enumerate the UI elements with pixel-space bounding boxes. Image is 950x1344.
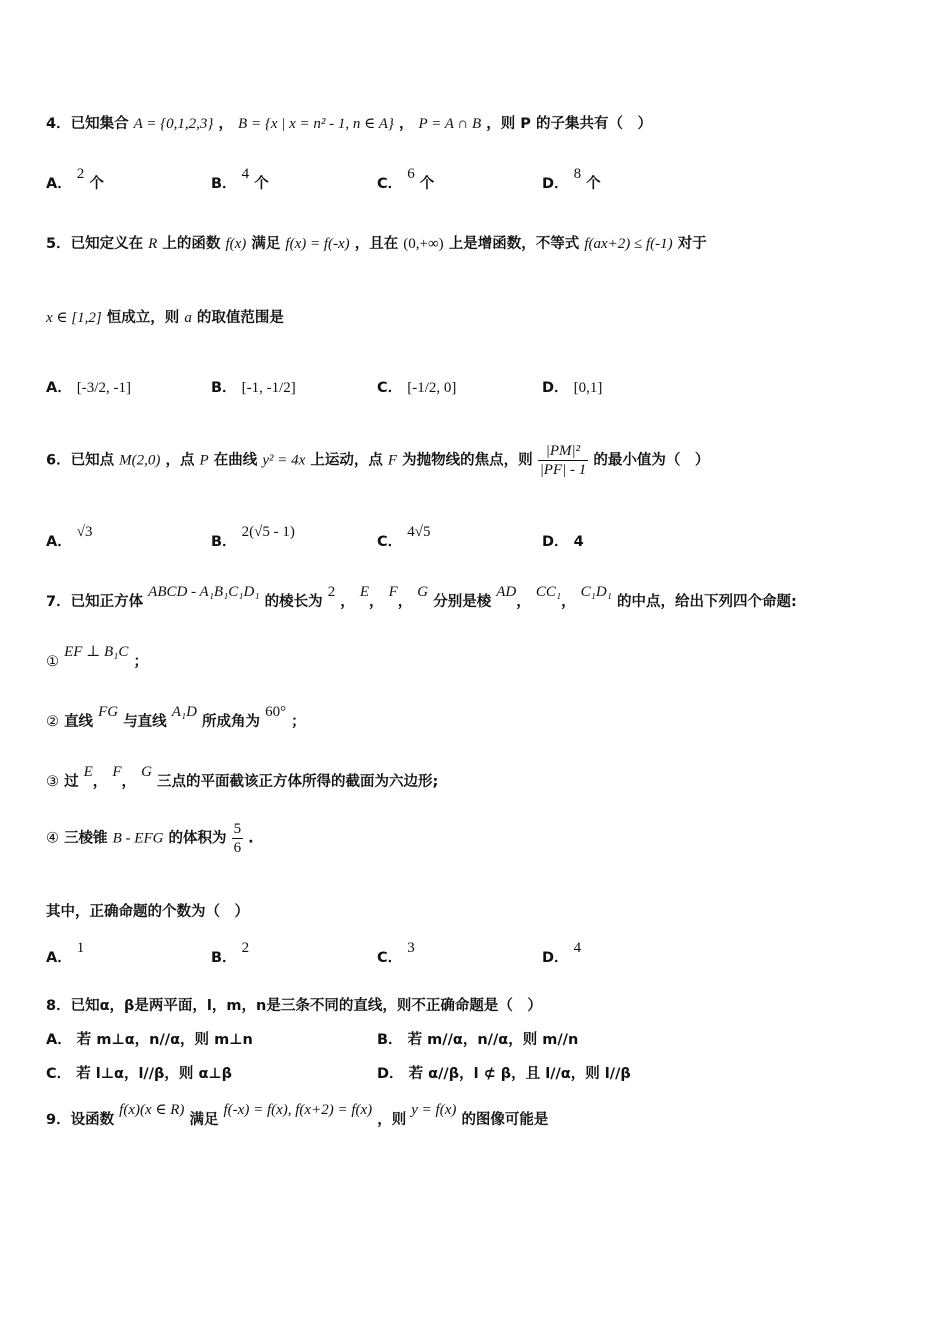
- q6-fraction-num: |PM|²: [538, 442, 589, 461]
- q6-curve: y² = 4x: [262, 452, 306, 469]
- q7-f: F: [388, 584, 398, 600]
- q8-option-c-label: C．: [46, 1066, 72, 1082]
- q8-stem: [46, 994, 542, 1015]
- q5-t5: 对于: [677, 236, 707, 252]
- q5-interval: (0,+∞): [403, 236, 444, 252]
- q7-s2-end: ；: [291, 714, 306, 730]
- q5-option-c-value: [-1/2, 0]: [407, 380, 457, 396]
- q8-option-d: [377, 1062, 631, 1083]
- q5-option-d: [542, 376, 602, 397]
- q4-option-a: [46, 166, 104, 193]
- q7-s2-fg: FG: [98, 704, 119, 720]
- q7-s2-mark: ②: [46, 714, 59, 730]
- q8-option-d-value: 若 α//β，l ⊄ β，且 l//α，则 l//β: [408, 1066, 631, 1082]
- q6-focus-f: F: [387, 452, 398, 469]
- q7-edge: 2: [327, 584, 336, 600]
- q4-tail: ，则 P 的子集共有（ ）: [486, 116, 652, 132]
- q7-s4-expr: B - EFG: [112, 830, 164, 847]
- q6-option-a: [46, 524, 93, 551]
- q7-s3-mark: ③: [46, 774, 59, 790]
- q5-stem: [46, 232, 707, 253]
- q7-option-a-label: A．: [46, 950, 72, 966]
- q7-s4-t1: 三棱锥: [64, 830, 108, 847]
- q5-option-a-value: [-3/2, -1]: [76, 380, 131, 396]
- q7-s4-t2: 的体积为: [168, 830, 227, 847]
- q8-option-c-value: 若 l⊥α，l//β，则 α⊥β: [76, 1066, 233, 1082]
- q5-line2-end: 的取值范围是: [196, 310, 284, 326]
- q4-set-a: A = {0,1,2,3}: [133, 116, 214, 132]
- q9-t3: 的图像可能是: [461, 1112, 549, 1128]
- q9-cond: f(-x) = f(x), f(x+2) = f(x): [223, 1102, 373, 1118]
- q7-statement-1: [46, 644, 148, 671]
- q5-line2-t: 恒成立，则: [106, 310, 180, 326]
- q6-lead: 6．已知点: [46, 452, 115, 469]
- q7-s3-t1: 过: [64, 774, 79, 790]
- q8-option-d-label: D．: [377, 1066, 404, 1082]
- q5-t4: 上是增函数，不等式: [448, 236, 580, 252]
- q7-s1-expr: EF ⊥ B₁C: [64, 644, 129, 660]
- q7-ad: AD: [496, 584, 517, 600]
- q4-sep2: ，: [398, 116, 414, 132]
- q7-stem: 7．已知正方体 ABCD - A₁B₁C₁D₁ 的棱长为 2 ， E， F， G 分别是棱 AD， CC₁， C₁D₁ 的中点，给出下列四个命题:: [46, 584, 797, 610]
- q7-option-d-value: 4: [573, 940, 582, 956]
- q4-option-a-label: A．: [46, 176, 72, 192]
- q5-option-a-label: A．: [46, 380, 72, 396]
- q7-s2-angle: 60°: [265, 704, 287, 720]
- q4-option-b-value: 4: [241, 166, 250, 182]
- q4-option-d-value: 8: [573, 166, 582, 182]
- q7-s3-g: G: [141, 764, 152, 780]
- q7-s4-mark: ④: [46, 830, 59, 847]
- q6-t5: 的最小值为（ ）: [593, 452, 710, 469]
- q4-option-c-unit: 个: [419, 176, 435, 192]
- q7-s4-fraction: [232, 820, 244, 857]
- q7-t4: 的中点，给出下列四个命题:: [616, 594, 797, 610]
- q8-option-a: [46, 1028, 253, 1049]
- q9-stem: [46, 1102, 549, 1129]
- q6-option-d-value: 4: [573, 534, 584, 550]
- q5-option-c: [377, 376, 456, 397]
- q7-t3: 分别是棱: [433, 594, 492, 610]
- q7-statement-3: ③ 过 E， F， G 三点的平面截该正方体所得的截面为六边形;: [46, 764, 439, 790]
- q6-option-b: [211, 524, 295, 551]
- q7-option-a-value: 1: [76, 940, 85, 956]
- q7-statement-4: [46, 820, 254, 857]
- q7-t2: ，: [340, 594, 355, 610]
- q6-option-a-label: A．: [46, 534, 72, 550]
- q6-stem: [46, 442, 709, 479]
- q4-option-c-value: 6: [407, 166, 415, 182]
- q7-s3-end: 三点的平面截该正方体所得的截面为六边形;: [157, 774, 439, 790]
- q6-t3: 上运动，点: [310, 452, 383, 469]
- q4-sep1: ，: [218, 116, 233, 132]
- q9-fdef: f(x)(x ∈ R): [119, 1102, 185, 1118]
- q7-s1-end: ；: [133, 654, 148, 670]
- q4-stem: [46, 112, 652, 133]
- q4-option-a-value: 2: [76, 166, 85, 182]
- q5-r: R: [148, 236, 158, 252]
- q6-fraction: [538, 442, 589, 479]
- q4-set-p: P = A ∩ B: [418, 116, 482, 132]
- q7-option-c-label: C．: [377, 950, 403, 966]
- q8-option-a-value: 若 m⊥α，n//α，则 m⊥n: [76, 1032, 253, 1048]
- q7-s2-t3: 所成角为: [202, 714, 261, 730]
- q5-t1: 上的函数: [162, 236, 221, 252]
- q5-t2: 满足: [251, 236, 281, 252]
- q7-t1: 的棱长为: [264, 594, 323, 610]
- q6-option-b-label: B．: [211, 534, 237, 550]
- q6-fraction-den: |PF| - 1: [539, 462, 587, 478]
- q7-s1-mark: ①: [46, 654, 59, 670]
- q4-option-b: [211, 166, 269, 193]
- q4-set-b: B = {x | x = n² - 1, n ∈ A}: [238, 116, 394, 132]
- q6-option-d: [542, 530, 584, 551]
- q5-eq: f(x) = f(-x): [285, 236, 350, 252]
- q7-c1d1: C₁D₁: [580, 584, 612, 600]
- q6-t4: 为抛物线的焦点，则: [402, 452, 533, 469]
- q7-s3-f: F: [112, 764, 122, 780]
- q5-lead: 5．已知定义在: [46, 236, 144, 252]
- q9-t1: 满足: [189, 1112, 219, 1128]
- q4-option-d-label: D．: [542, 176, 569, 192]
- q5-option-b: [211, 376, 296, 397]
- q7-cc1: CC₁: [535, 584, 562, 600]
- q7-option-d: [542, 940, 582, 967]
- q7-s4-end: .: [248, 830, 254, 847]
- q7-statement-2: [46, 704, 306, 731]
- q7-s2-t2: 与直线: [123, 714, 167, 730]
- q7-option-c-value: 3: [407, 940, 415, 956]
- q4-option-c: [377, 166, 435, 193]
- q6-t1: ，点: [165, 452, 195, 469]
- q9-yf: y = f(x): [411, 1102, 457, 1118]
- q5-ineq: f(ax+2) ≤ f(-1): [584, 236, 673, 252]
- q4-option-b-unit: 个: [254, 176, 269, 192]
- q5-option-a: [46, 376, 131, 397]
- q6-point-p: P: [199, 452, 209, 469]
- q7-option-a: [46, 940, 85, 967]
- q7-s4-fraction-num: 5: [233, 821, 242, 837]
- q5-option-d-label: D．: [542, 380, 569, 396]
- q6-option-b-value: 2(√5 - 1): [241, 524, 295, 540]
- q7-e: E: [359, 584, 369, 600]
- q5-x-range: x ∈ [1,2]: [46, 310, 102, 326]
- q5-a: a: [184, 310, 192, 326]
- q8-option-c: [46, 1062, 232, 1083]
- q7-g: G: [417, 584, 429, 600]
- q4-option-d-unit: 个: [586, 176, 601, 192]
- q7-option-b-label: B．: [211, 950, 237, 966]
- q5-fx: f(x): [225, 236, 247, 252]
- q7-cube: ABCD - A₁B₁C₁D₁: [148, 584, 260, 600]
- q7-s3-e: E: [83, 764, 93, 780]
- q5-option-d-value: [0,1]: [573, 380, 603, 396]
- q5-option-c-label: C．: [377, 380, 403, 396]
- q8-option-b-value: 若 m//α，n//α，则 m//n: [407, 1032, 579, 1048]
- q4-lead: 4．已知集合: [46, 116, 129, 132]
- q8-option-b-label: B．: [377, 1032, 403, 1048]
- q7-s4-fraction-den: 6: [233, 840, 242, 856]
- q7-option-d-label: D．: [542, 950, 569, 966]
- q7-s2-t1: 直线: [64, 714, 94, 730]
- q9-t2: ，则: [377, 1112, 407, 1128]
- q4-option-a-unit: 个: [89, 176, 104, 192]
- q7-option-c: [377, 940, 415, 967]
- q6-option-c-label: C．: [377, 534, 403, 550]
- q5-stem-line2: [46, 306, 284, 327]
- q8-stem-text: 8．已知α，β是两平面，l，m，n是三条不同的直线，则不正确命题是（ ）: [46, 998, 542, 1014]
- q5-option-b-label: B．: [211, 380, 237, 396]
- q6-t2: 在曲线: [213, 452, 258, 469]
- q6-point-m: M(2,0): [119, 452, 161, 469]
- q6-option-c-value: 4√5: [407, 524, 431, 540]
- q4-option-b-label: B．: [211, 176, 237, 192]
- q5-option-b-value: [-1, -1/2]: [241, 380, 296, 396]
- q7-question-text: 其中，正确命题的个数为（ ）: [46, 904, 249, 920]
- q7-option-b: [211, 940, 250, 967]
- q6-option-d-label: D．: [542, 534, 569, 550]
- q4-option-c-label: C．: [377, 176, 403, 192]
- q6-option-a-value: √3: [76, 524, 93, 540]
- q7-lead: 7．已知正方体: [46, 594, 144, 610]
- q5-t3: ，且在: [354, 236, 399, 252]
- q8-option-a-label: A．: [46, 1032, 72, 1048]
- q6-option-c: [377, 524, 431, 551]
- q9-lead: 9．设函数: [46, 1112, 115, 1128]
- q4-option-d: [542, 166, 601, 193]
- q7-option-b-value: 2: [241, 940, 250, 956]
- q7-s2-a1d: A₁D: [171, 704, 197, 720]
- q7-question: [46, 900, 249, 921]
- q8-option-b: [377, 1028, 578, 1049]
